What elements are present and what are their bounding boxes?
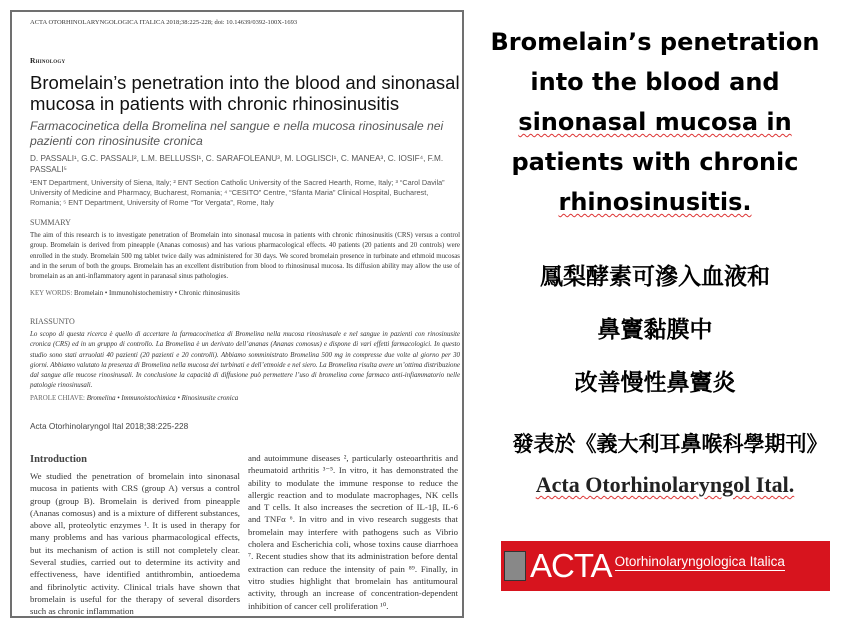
summary-heading: SUMMARY: [30, 218, 71, 227]
authors: D. PASSALI¹, G.C. PASSALI², L.M. BELLUSSI¹, C. SARAFOLEANU³, M. LOGLISCI¹, C. MANEA³, C. IOSIF⁴, F.M. PASSALI⁵: [30, 154, 444, 174]
riassunto-text: Lo scopo di questa ricerca è quello di accertare la farmacocinetica di Bromelina nella mucosa rinosinusale e nel sangue in pazienti con rinosinusite cronica (CRS) ed in un gruppo di controllo. La Bromelina è un derivato dell’ananas (Ananas comosus) e dispone di vari effetti farmacologici. In questo studio sono stati arruolati 40 pazienti (20 pazienti e 20 controlli). Abbiamo somministrato Bromelina 500 mg in compresse due volte al giorno per 30 giorni. Abbiamo valutato la presenza di Bromelina nella mucosa dei turbinati e dell’etmoide e nel siero. La Bromelina risulta avere un’ottima distribuzione dal sangue alle mucose rinosinusali. In conclusione la capacità di diffusione può permettere l’uso di bromelina come farmaco anti-infiammatorio nelle patologie rinosinusali.: [30, 331, 460, 390]
journal-name-text: Acta Otorhinolaryngol Ital.: [535, 472, 795, 497]
head-silhouette-icon: [504, 551, 526, 581]
parole-value: Bromelina • Immunoistochimica • Rinosinusite cronica: [86, 395, 239, 402]
slide-title: [480, 22, 830, 222]
title-line: sinonasal mucosa in: [518, 108, 792, 136]
keywords-value: Bromelain • Immunohistochemistry • Chronic rhinosinusitis: [74, 290, 240, 297]
title-line: patients with chronic: [511, 148, 799, 176]
zh-line: 改善慢性鼻竇炎: [574, 369, 736, 396]
summary-text: The aim of this research is to investigate penetration of Bromelain into sinonasal mucosa in patients with chronic rhinosinusitis (CRS) versus a control group. Bromelain is derived from pineapple (Ananas comosus) and has various pharmacological effects. 40 patients (20 patients and 20 controls) were enrolled in the study. Bromelain 500 mg tablet twice daily was administered for 30 days. We scored bromelain presence in turbinate and ethmoid mucosas and in the serum of both the groups. Bromelain has an excellent distribution from blood to rhinosinusal mucosa. Its diffusion ability may allow the use of bromelain as an anti-inflammatory agent in paranasal sinus pathologies.: [30, 232, 460, 281]
logo-subtitle: Otorhinolaryngologica Italica: [614, 553, 785, 569]
parole-label: PAROLE CHIAVE:: [30, 395, 85, 402]
riassunto-heading: RIASSUNTO: [30, 317, 75, 326]
section-label: Rhinology: [30, 56, 66, 65]
title-line: rhinosinusitis.: [558, 188, 752, 216]
keywords-label: KEY WORDS:: [30, 290, 73, 297]
paper-title: Bromelain’s penetration into the blood and sinonasal mucosa in patients with chronic rhinosinusitis: [30, 72, 460, 114]
zh-line: 鳳梨酵素可滲入血液和: [540, 263, 770, 290]
acta-logo: [501, 541, 830, 591]
published-in: 發表於《義大利耳鼻喉科學期刊》: [512, 431, 828, 456]
paper-page-image: [10, 10, 464, 618]
title-line: into the blood and: [530, 68, 780, 96]
journal-header: ACTA OTORHINOLARYNGOLOGICA ITALICA 2018;38:225-228; doi: 10.14639/0392-100X-1693: [30, 19, 298, 26]
affiliations: ¹ENT Department, University of Siena, Italy; ² ENT Section Catholic University of the Sacred Hearth, Rome, Italy; ³ “Carol Davila” University of Medicine and Pharmacy, Bucharest, Romania; ⁴ “CESITO” Centre, “Sfanta Maria” Clinical Hospital, Bucharest, Romania; ⁵ ENT Department, University of Rome “Tor Vergata”, Rome, Italy: [30, 178, 445, 207]
title-line: Bromelain’s penetration: [490, 28, 820, 56]
keywords: [30, 290, 240, 297]
intro-column-1: We studied the penetration of bromelain into sinonasal mucosa in patients with CRS (group A) versus a control group (group B). Bromelain is derived from pineapple (Ananas comosus) and is a mixture of different substances, above all, proteolytic enzymes ¹. It is used in therapy for many problems and has various pharmacological effects, but its mechanism of action is still not completely clear. Several studies, carried out to determine its activity and effectiveness, have identified antithrombin, antioedema and fibrinolytic activity. Clinical trials have shown that bromelain is useful for the therapy of several disorders such as chronic inflammation: [30, 471, 240, 617]
intro-column-2: and autoimmune diseases ², particularly osteoarthritis and rheumatoid arthritis ³⁻⁵. In vitro, it has demonstrated the ability to modulate the immune response to reduce the allergic reaction and to modulate macrophages, NK cells and T cells. It also increases the secretion of IL-1β, IL-6 and TNFα ⁶. In vitro and in vivo research suggests that bromelain may interfere with pathogens such as Vibrio cholera and Escherichia coli, whose toxins cause diarrhoea ⁷. Recent studies show that its administration before dental extraction can reduce the intensity of pain ⁸⁹. Finally, in vitro studies highlight that bromelain has antitumoural activity, through an increase of concentration-dependent inhibition of cancer cell proliferation ¹⁰.: [248, 453, 458, 611]
journal-name: [480, 472, 849, 498]
intro-heading: Introduction: [30, 454, 87, 465]
citation: Acta Otorhinolaryngol Ital 2018;38:225-228: [30, 421, 189, 431]
parole-chiave: [30, 395, 238, 402]
zh-line: 鼻竇黏膜中: [597, 316, 713, 343]
logo-acta: ACTA: [530, 547, 612, 584]
paper-subtitle: Farmacocinetica della Bromelina nel sangue e nella mucosa rinosinusale nei pazienti con rinosinusite cronica: [30, 119, 444, 148]
